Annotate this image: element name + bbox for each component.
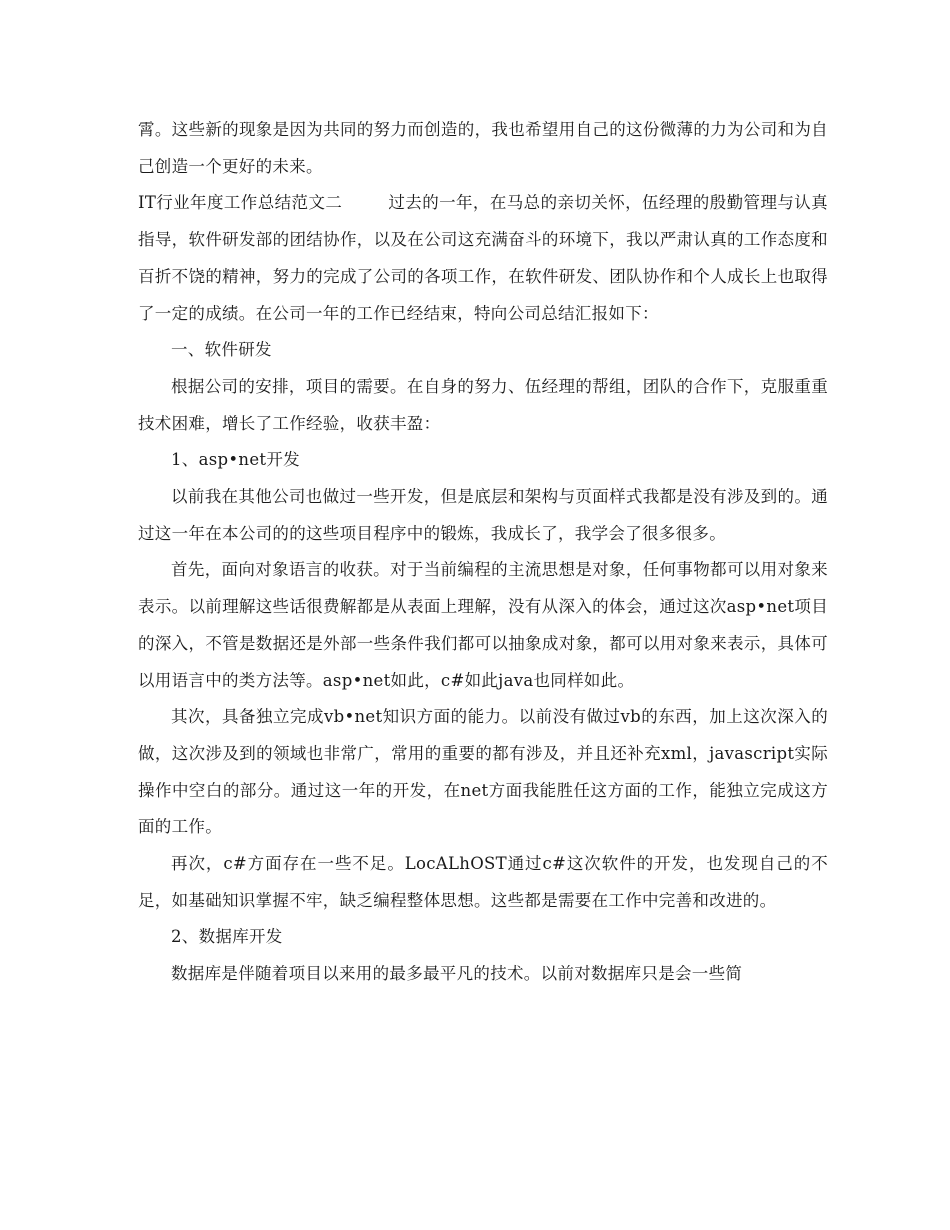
body-paragraph: 其次，具备独立完成vb•net知识方面的能力。以前没有做过vb的东西，加上这次深入的做，这次涉及到的领域也非常广，常用的重要的都有涉及，并且还补充xml，javascript实际操作中空白的部分。通过这一年的开发，在net方面我能胜任这方面的工作，能独立完成这方面的工作。	[138, 707, 828, 837]
section-intro-paragraph	[138, 185, 828, 332]
heading-software-dev: 一、软件研发	[171, 340, 272, 360]
section-title: IT行业年度工作总结范文二	[138, 193, 343, 213]
body-paragraph: 以前我在其他公司也做过一些开发，但是底层和架构与页面样式我都是没有涉及到的。通过这一年在本公司的的这些项目程序中的锻炼，我成长了，我学会了很多很多。	[138, 487, 828, 543]
section-intro-text: 过去的一年，在马总的亲切关怀，伍经理的殷勤管理与认真指导，软件研发部的团结协作，以及在公司这充满奋斗的环境下，我以严肃认真的工作态度和百折不饶的精神，努力的完成了公司的各项工作，在软件研发、团队协作和个人成长上也取得了一定的成绩。在公司一年的工作已经结束，特向公司总结汇报如下：	[138, 193, 828, 323]
document-body	[138, 112, 828, 993]
body-paragraph: 首先，面向对象语言的收获。对于当前编程的主流思想是对象，任何事物都可以用对象来表示。以前理解这些话很费解都是从表面上理解，没有从深入的体会，通过这次asp•net项目的深入，不管是数据还是外部一些条件我们都可以抽象成对象，都可以用对象来表示，具体可以用语言中的类方法等。asp•net如此，c#如此java也同样如此。	[138, 560, 828, 690]
continuation-paragraph: 霄。这些新的现象是因为共同的努力而创造的，我也希望用自己的这份微薄的力为公司和为自己创造一个更好的未来。	[138, 120, 828, 176]
heading-database-dev: 2、数据库开发	[171, 927, 283, 947]
body-paragraph: 根据公司的安排，项目的需要。在自身的努力、伍经理的帮组，团队的合作下，克服重重技术困难，增长了工作经验，收获丰盈：	[138, 376, 828, 433]
heading-aspnet-dev: 1、asp•net开发	[171, 450, 300, 470]
body-paragraph: 再次，c#方面存在一些不足。LocALhOST通过c#这次软件的开发，也发现自己的不足，如基础知识掌握不牢，缺乏编程整体思想。这些都是需要在工作中完善和改进的。	[138, 854, 828, 910]
body-paragraph: 数据库是伴随着项目以来用的最多最平凡的技术。以前对数据库只是会一些简	[171, 964, 743, 984]
